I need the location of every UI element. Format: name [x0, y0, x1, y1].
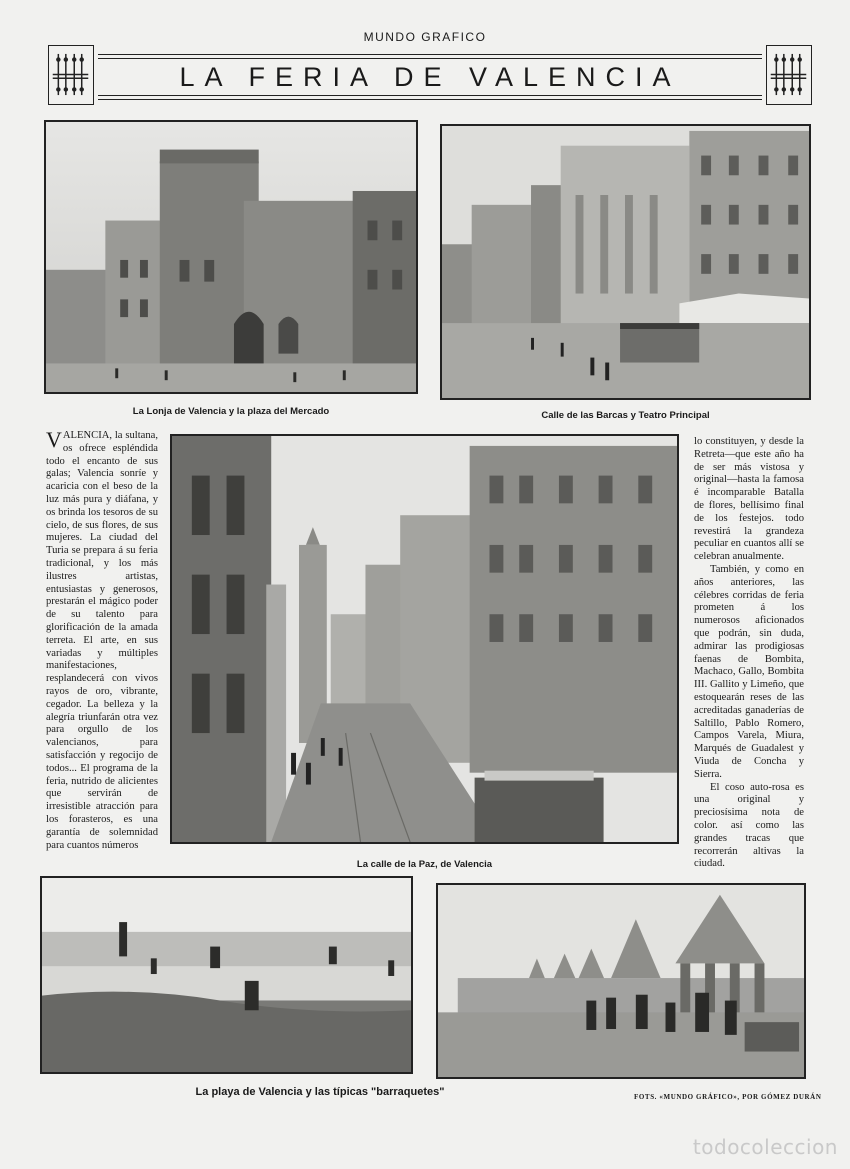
barraquetes-photo [436, 883, 806, 1079]
barcas-photo [440, 124, 811, 400]
article-left-text: ALENCIA, la sultana, os ofrece espléndida todo el encanto de sus galas; Valencia sonríe y acaricia con el beso de la luz más pura y diáfana, y os brinda los tesoros de su cielo, de sus flores, de sus mujeres. La ciudad del Turia se prepara á su feria tradicional, y los más ilustres artistas, entusiastas y generosos, prestarán el mágico poder de su talento para glorificación de la amada terreta. El arte, en sus variadas y múltiples manifestaciones, resplandecerá con vivos rayos de oro, vibrante, cegador. La belleza y la alegría triunfarán otra vez para orgullo de los valencianos, para satisfacción y regocijo de todos... El programa de la feria, nutrido de alicientes que servirán de irresistible atracción para los forasteros, es una garantía de solemnidad para cuantos números [46, 430, 158, 851]
right-ornament-icon [766, 45, 812, 105]
article-right-paragraph-3: El coso auto-rosa es una original y preciosísima nota de color. así como las grandes tracas que recorrerán altivas la ciudad. [694, 781, 804, 870]
article-left-column [46, 427, 158, 852]
lonja-caption: La Lonja de Valencia y la plaza del Mercado [132, 406, 330, 417]
photo-credit: FOTS. «MUNDO GRÁFICO», POR GÓMEZ DURÁN [634, 1093, 822, 1101]
watermark: todocoleccion [692, 1135, 838, 1159]
left-ornament-icon [48, 45, 94, 105]
paz-photo [170, 434, 679, 844]
masthead: MUNDO GRAFICO [363, 30, 487, 44]
title-band [48, 45, 812, 109]
article-right-paragraph-1: lo constituyen, y desde la Retreta—que este año ha de ser más vistosa y original—hasta la famosa é incomparable Batalla de flores, bellísimo final de los festejos. todo revestirá la grandeza peculiar en cuantos allí se celebran anualmente. [694, 436, 804, 563]
article-dropcap: V [46, 427, 62, 452]
article-right-column [694, 436, 804, 871]
lonja-photo [44, 120, 418, 394]
beach-caption: La playa de Valencia y las típicas "barraquetes" [195, 1086, 445, 1098]
page-title: LA FERIA DE VALENCIA [179, 62, 681, 92]
barcas-caption: Calle de las Barcas y Teatro Principal [541, 410, 710, 421]
article-opening-paragraph [46, 427, 158, 852]
paz-caption: La calle de la Paz, de Valencia [356, 859, 493, 870]
beach-photo [40, 876, 413, 1074]
article-right-paragraph-2: También, y como en años anteriores, las célebres corridas de feria prometen á los numerosos aficionados que podrán, sin duda, admirar las prodigiosas faenas de Bombita, Machaco, Gallo, Bombita III. Gallito y Limeño, que estoquearán reses de las acreditadas ganaderías de Saltillo, Pablo Romero, Campos Varela, Miura, Marqués de Guadalest y Viuda de Concha y Sierra. [694, 563, 804, 780]
